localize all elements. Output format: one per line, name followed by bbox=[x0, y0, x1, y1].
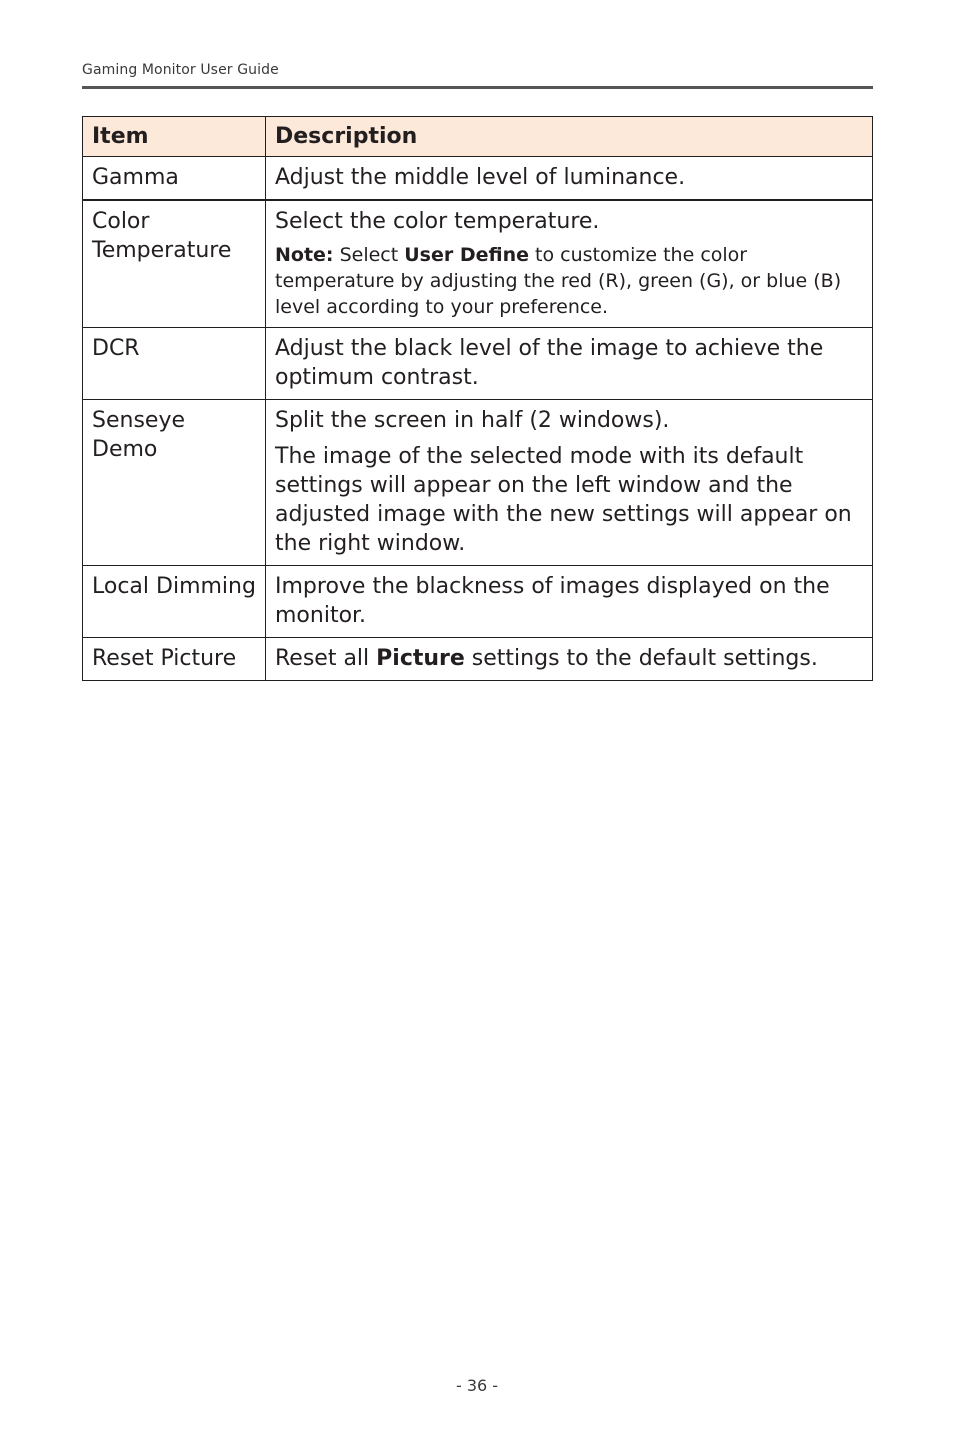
item-cell: Senseye Demo bbox=[83, 400, 266, 566]
table-header-row bbox=[83, 117, 873, 157]
table-row bbox=[83, 638, 873, 681]
description-cell bbox=[266, 566, 873, 638]
item-cell: Gamma bbox=[83, 157, 266, 201]
description-text: The image of the selected mode with its default settings will appear on the left window and the adjusted image with the new settings will appear on the right window. bbox=[275, 444, 852, 556]
note-text-part: to customize the color temperature by adjusting the red (R), green (G), or blue (B) level according to your preference. bbox=[275, 244, 842, 318]
description-text: Adjust the black level of the image to achieve the optimum contrast. bbox=[275, 336, 824, 390]
description-text: Select the color temperature. bbox=[275, 209, 600, 234]
item-cell: DCR bbox=[83, 328, 266, 400]
item-cell: Color Temperature bbox=[83, 200, 266, 328]
description-cell bbox=[266, 400, 873, 566]
table-row bbox=[83, 400, 873, 566]
note-text bbox=[275, 242, 863, 320]
description-cell bbox=[266, 157, 873, 201]
description-emphasis: Picture bbox=[376, 646, 465, 671]
note-text-part: Select bbox=[333, 244, 405, 266]
item-cell: Reset Picture bbox=[83, 638, 266, 681]
table-row bbox=[83, 328, 873, 400]
table-row bbox=[83, 157, 873, 201]
header-rule bbox=[82, 86, 873, 89]
description-cell bbox=[266, 328, 873, 400]
table-row bbox=[83, 200, 873, 328]
column-header-item: Item bbox=[83, 117, 266, 157]
description-cell bbox=[266, 200, 873, 328]
description-cell bbox=[266, 638, 873, 681]
description-text: Split the screen in half (2 windows). bbox=[275, 408, 670, 433]
running-header: Gaming Monitor User Guide bbox=[82, 62, 279, 78]
note-emphasis: User Define bbox=[404, 244, 529, 266]
table-row bbox=[83, 566, 873, 638]
description-text: Improve the blackness of images displayed on the monitor. bbox=[275, 574, 830, 628]
description-text-part: settings to the default settings. bbox=[464, 646, 818, 671]
description-text: Adjust the middle level of luminance. bbox=[275, 165, 686, 190]
column-header-description: Description bbox=[266, 117, 873, 157]
note-label: Note: bbox=[275, 244, 334, 266]
item-cell: Local Dimming bbox=[83, 566, 266, 638]
description-text bbox=[275, 644, 863, 673]
description-text-part: Reset all bbox=[275, 646, 377, 671]
settings-table bbox=[82, 116, 873, 681]
page-number: - 36 - bbox=[455, 1376, 499, 1395]
